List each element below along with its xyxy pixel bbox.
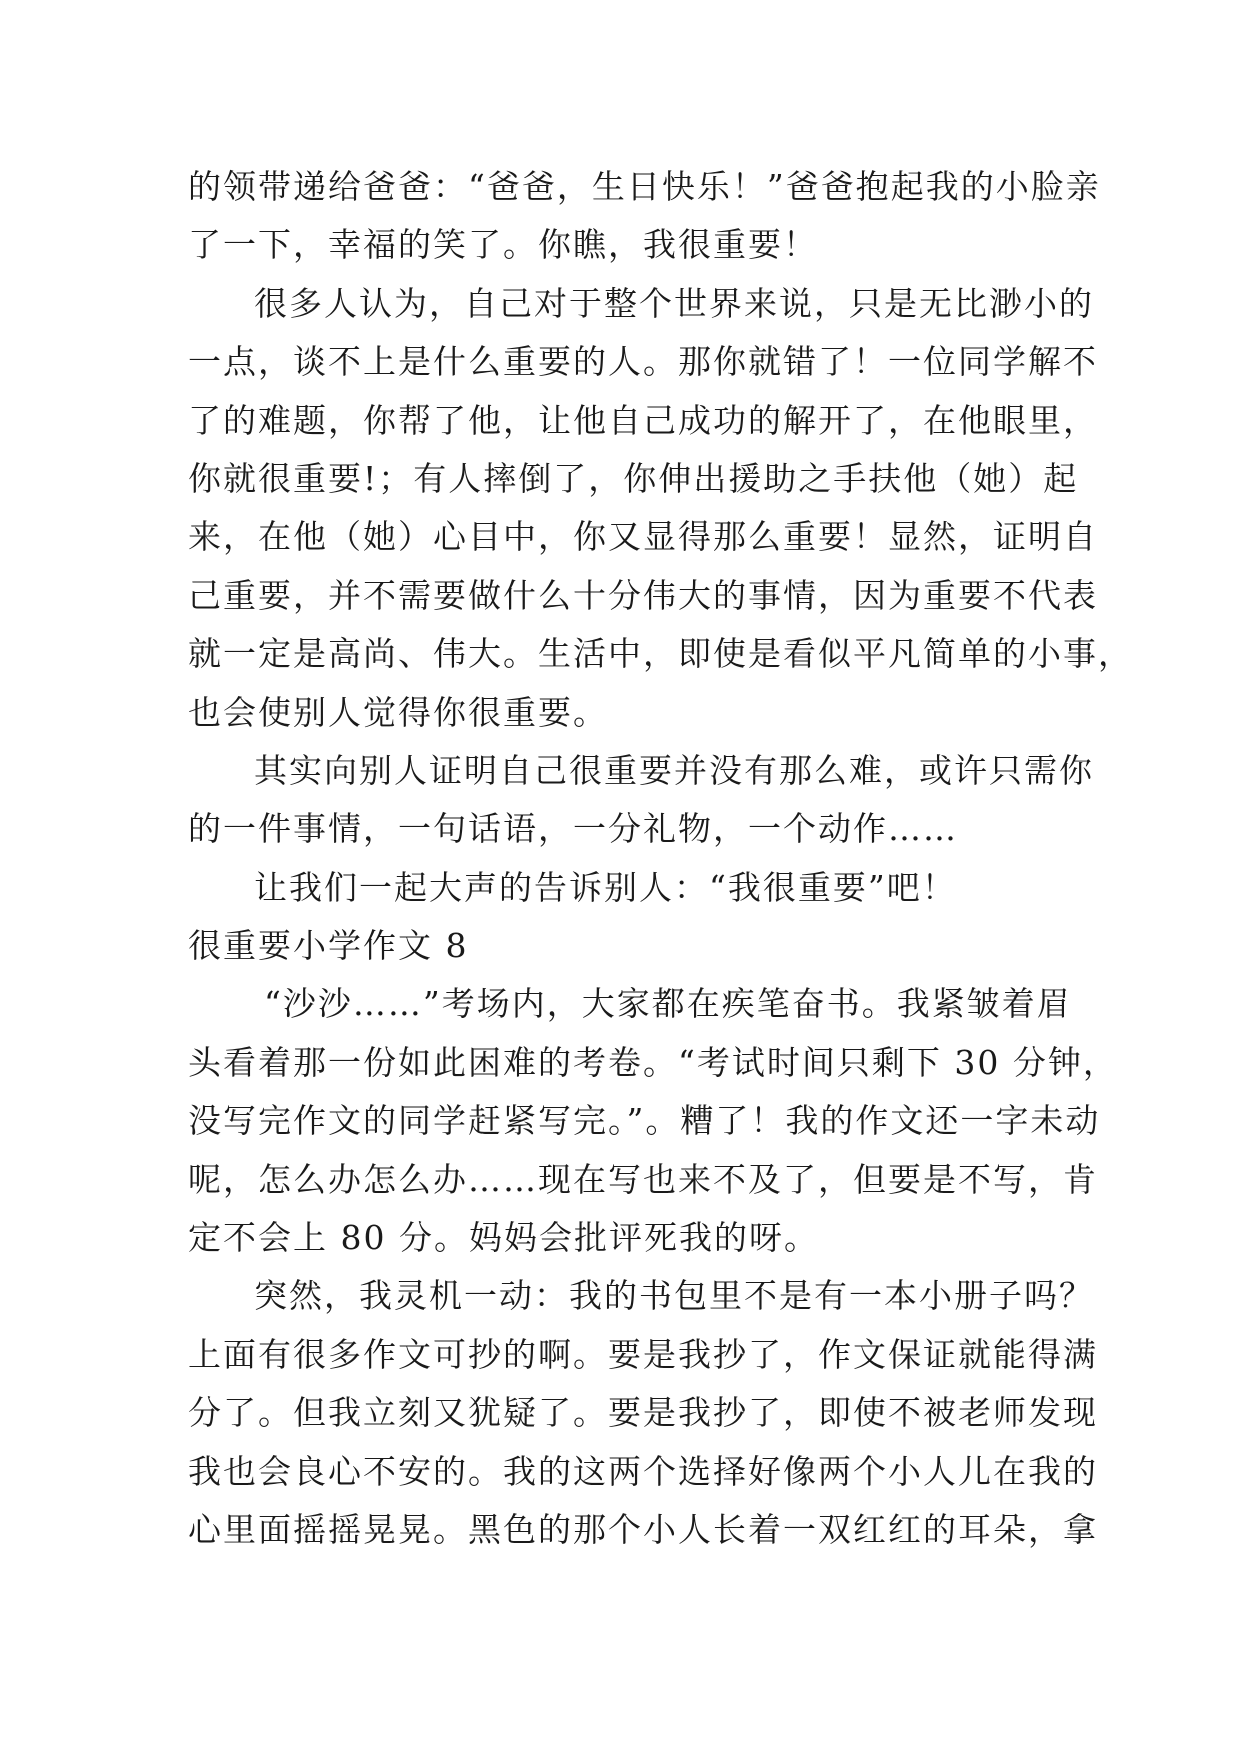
paragraph-start-line: 突然，我灵机一动：我的书包里不是有一本小册子吗？	[254, 1276, 1094, 1316]
text-line: 来，在他（她）心目中，你又显得那么重要！显然，证明自	[188, 517, 1098, 557]
paragraph-start-line: 很多人认为，自己对于整个世界来说，只是无比渺小的	[254, 283, 1094, 323]
text-line: 了的难题，你帮了他，让他自己成功的解开了，在他眼里，	[188, 400, 1098, 440]
text-line: 我也会良心不安的。我的这两个选择好像两个小人儿在我的	[188, 1451, 1098, 1491]
text-line: 一点，谈不上是什么重要的人。那你就错了！一位同学解不	[188, 342, 1098, 382]
text-line: 没写完作文的同学赶紧写完。”。糟了！我的作文还一字未动	[188, 1101, 1101, 1141]
text-line: 就一定是高尚、伟大。生活中，即使是看似平凡简单的小事，	[188, 634, 1133, 674]
text-line: 头看着那一份如此困难的考卷。“考试时间只剩下 30 分钟，	[188, 1042, 1118, 1082]
text-line: 的一件事情，一句话语，一分礼物，一个动作……	[188, 809, 958, 849]
text-line: 定不会上 80 分。妈妈会批评死我的呀。	[188, 1218, 819, 1258]
text-line: 了一下，幸福的笑了。你瞧，我很重要！	[188, 225, 818, 265]
text-line: 心里面摇摇晃晃。黑色的那个小人长着一双红红的耳朵，拿	[188, 1509, 1098, 1549]
section-heading: 很重要小学作文 8	[188, 926, 469, 966]
document-body	[188, 158, 1133, 1559]
text-line: 你就很重要!；有人摔倒了，你伸出援助之手扶他（她）起	[188, 458, 1079, 498]
text-line: 己重要，并不需要做什么十分伟大的事情，因为重要不代表	[188, 575, 1098, 615]
text-line: 的领带递给爸爸：“爸爸，生日快乐！”爸爸抱起我的小脸亲	[188, 167, 1101, 206]
paragraph-start-line: 让我们一起大声的告诉别人：“我很重要”吧！	[254, 867, 957, 907]
text-line: 上面有很多作文可抄的啊。要是我抄了，作文保证就能得满	[188, 1334, 1098, 1374]
paragraph-start-line: 其实向别人证明自己很重要并没有那么难，或许只需你	[254, 750, 1094, 790]
paragraph-start-line: “沙沙……”考场内，大家都在疾笔奋书。我紧皱着眉	[264, 984, 1072, 1024]
text-line: 分了。但我立刻又犹疑了。要是我抄了，即使不被老师发现	[188, 1393, 1098, 1433]
text-line: 呢，怎么办怎么办……现在写也来不及了，但要是不写，肯	[188, 1159, 1098, 1199]
text-line: 也会使别人觉得你很重要。	[188, 692, 608, 732]
